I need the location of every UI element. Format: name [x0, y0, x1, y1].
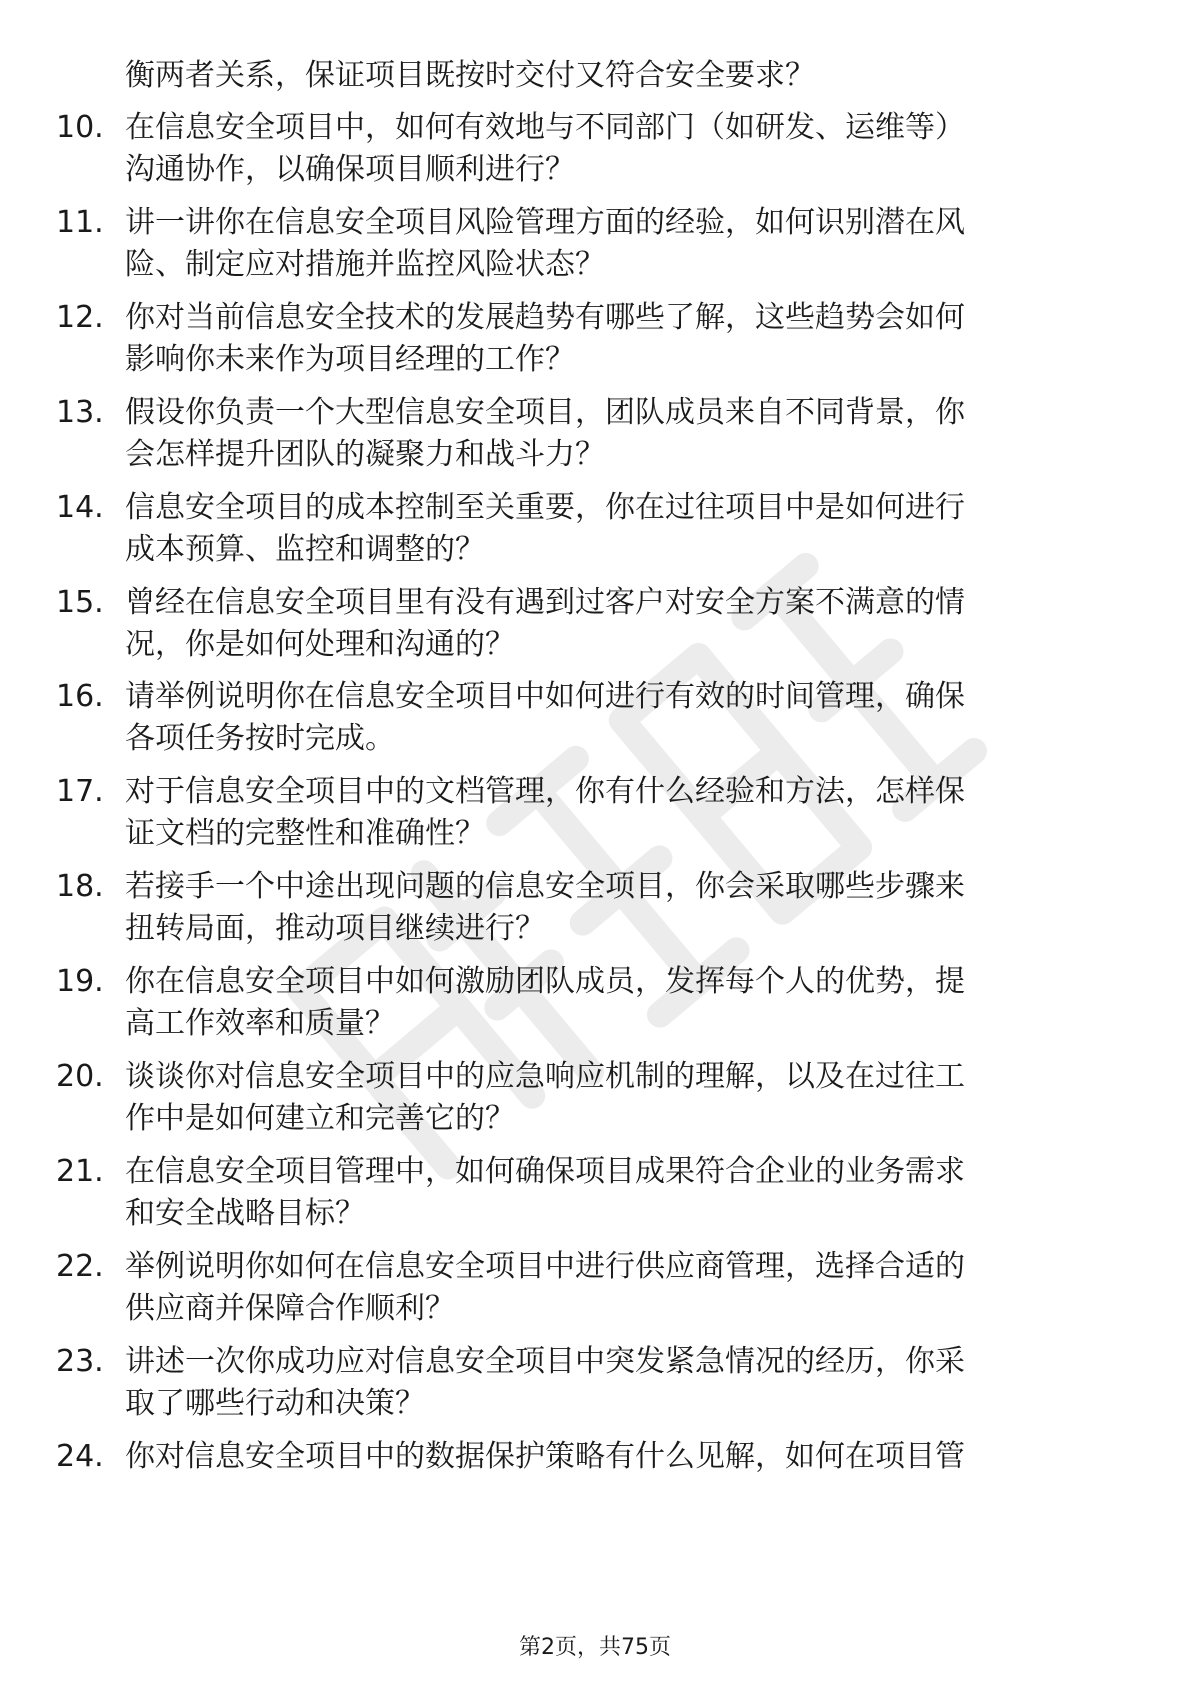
question-text-line-2: 扭转局面，推动项目继续进行？	[125, 911, 545, 947]
continuation-line: 衡两者关系，保证项目既按时交付又符合安全要求？	[125, 58, 815, 93]
list-item	[56, 1055, 1146, 1145]
question-text-line-2: 证文档的完整性和准确性？	[125, 816, 485, 852]
list-item	[56, 106, 1146, 196]
question-text-line-2: 险、制定应对措施并监控风险状态？	[125, 246, 605, 282]
list-item	[56, 1245, 1146, 1335]
question-text-line-1: 你在信息安全项目中如何激励团队成员，发挥每个人的优势，提	[125, 964, 965, 1000]
question-text-line-2: 高工作效率和质量？	[125, 1006, 395, 1042]
question-number: 24.	[56, 1438, 104, 1474]
question-number: 19.	[56, 964, 104, 1000]
question-text-line-1: 在信息安全项目中，如何有效地与不同部门（如研发、运维等）	[125, 110, 965, 145]
list-item	[56, 865, 1146, 955]
question-text-line-2: 作中是如何建立和完善它的？	[125, 1101, 515, 1136]
question-text-line-1: 讲述一次你成功应对信息安全项目中突发紧急情况的经历，你采	[125, 1343, 965, 1379]
question-text-line-1: 假设你负责一个大型信息安全项目，团队成员来自不同背景，你	[125, 394, 965, 430]
list-item	[56, 960, 1146, 1050]
question-text-line-1: 谈谈你对信息安全项目中的应急响应机制的理解，以及在过往工	[125, 1059, 965, 1094]
list-item	[56, 770, 1146, 860]
question-text-line-2: 沟通协作，以确保项目顺利进行？	[125, 152, 575, 187]
question-text-line-1: 举例说明你如何在信息安全项目中进行供应商管理，选择合适的	[125, 1248, 965, 1284]
question-number: 15.	[56, 584, 104, 620]
list-item	[56, 1150, 1146, 1240]
list-item	[56, 581, 1146, 671]
question-text-line-1: 讲一讲你在信息安全项目风险管理方面的经验，如何识别潜在风	[125, 204, 965, 240]
list-item	[56, 675, 1146, 765]
question-number: 22.	[56, 1248, 104, 1284]
question-text-line-2: 各项任务按时完成。	[125, 721, 395, 757]
list-item	[56, 201, 1146, 291]
question-text-line-1: 对于信息安全项目中的文档管理，你有什么经验和方法，怎样保	[125, 774, 965, 810]
question-text-line-2: 况，你是如何处理和沟通的？	[125, 626, 515, 662]
question-text-line-2: 取了哪些行动和决策？	[125, 1385, 425, 1421]
list-item	[56, 486, 1146, 576]
question-number: 14.	[56, 489, 104, 525]
question-number: 23.	[56, 1343, 104, 1379]
question-text-line-1: 信息安全项目的成本控制至关重要，你在过往项目中是如何进行	[125, 489, 965, 525]
question-text-line-2: 成本预算、监控和调整的？	[125, 531, 485, 567]
question-number: 16.	[56, 679, 104, 715]
question-number: 21.	[56, 1153, 104, 1189]
question-text-line-1: 若接手一个中途出现问题的信息安全项目，你会采取哪些步骤来	[125, 869, 965, 905]
question-text-line-2: 和安全战略目标？	[125, 1195, 365, 1231]
question-number: 17.	[56, 774, 104, 810]
question-number: 18.	[56, 869, 104, 905]
question-text-line-2: 影响你未来作为项目经理的工作？	[125, 341, 575, 377]
question-text-line-2: 会怎样提升团队的凝聚力和战斗力？	[125, 436, 605, 472]
question-number: 12.	[56, 299, 104, 335]
question-number: 10.	[56, 110, 104, 145]
question-number: 11.	[56, 204, 104, 240]
question-text-line-1: 曾经在信息安全项目里有没有遇到过客户对安全方案不满意的情	[125, 584, 965, 620]
question-text-line-1: 你对当前信息安全技术的发展趋势有哪些了解，这些趋势会如何	[125, 299, 965, 335]
list-item	[56, 1340, 1146, 1430]
question-text-line-1: 你对信息安全项目中的数据保护策略有什么见解，如何在项目管	[125, 1438, 965, 1474]
list-item	[56, 296, 1146, 386]
question-text-line-1: 请举例说明你在信息安全项目中如何进行有效的时间管理，确保	[125, 679, 965, 715]
question-text-line-2: 供应商并保障合作顺利？	[125, 1290, 455, 1326]
question-number: 20.	[56, 1059, 104, 1094]
list-item	[56, 391, 1146, 481]
question-number: 13.	[56, 394, 104, 430]
page-footer: 第2页，共75页	[519, 1635, 671, 1660]
list-item	[56, 1435, 1146, 1525]
question-text-line-1: 在信息安全项目管理中，如何确保项目成果符合企业的业务需求	[125, 1153, 965, 1189]
